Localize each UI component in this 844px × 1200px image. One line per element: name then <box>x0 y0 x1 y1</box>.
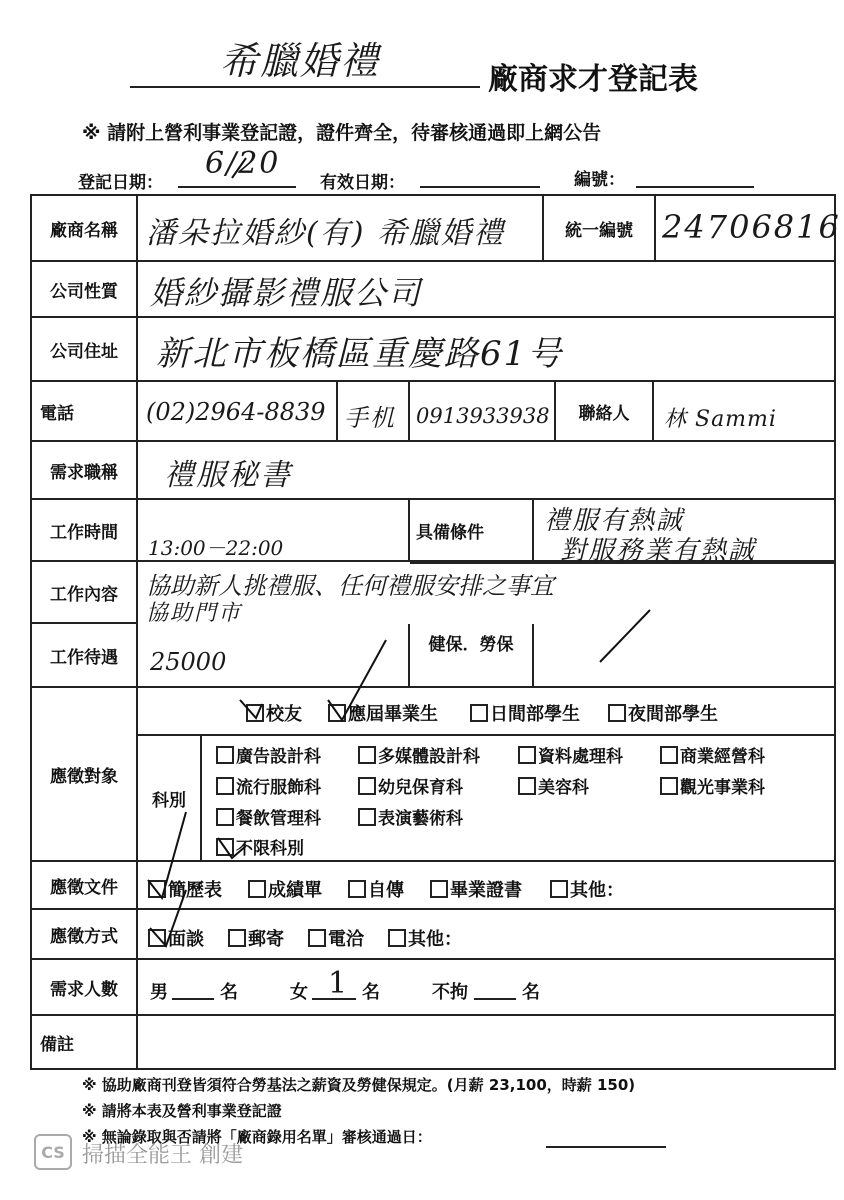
checkbox-icon <box>470 704 488 722</box>
footer-note-1: ※ 協助廠商刊登皆須符合勞基法之薪資及勞健保規定。(月薪 23,100，時薪 150) <box>82 1076 636 1094</box>
checkbox-icon <box>358 777 376 795</box>
docs-label: 應徵文件 <box>32 862 138 910</box>
checkbox-icon <box>358 746 376 764</box>
reg-date-line <box>178 186 296 188</box>
nature-label: 公司性質 <box>32 262 138 318</box>
page-title: 廠商求才登記表 <box>488 62 698 97</box>
doc-other[interactable]: 其他： <box>550 876 624 902</box>
footer-note-3: ※ 無論錄取與否請將「廠商錄用名單」審核通過日： <box>82 1128 432 1146</box>
checkbox-icon <box>358 808 376 826</box>
dept-childcare[interactable]: 幼兒保育科 <box>358 773 463 798</box>
insurance-cell <box>534 624 834 688</box>
any-line <box>474 998 516 1000</box>
remarks-label: 備註 <box>32 1016 138 1068</box>
checkbox-icon <box>228 929 246 947</box>
dept-advertising[interactable]: 廣告設計科 <box>216 742 321 767</box>
checkbox-icon <box>216 746 234 764</box>
checkbox-icon <box>148 880 166 898</box>
dept-any[interactable]: 不限科別 <box>216 834 304 859</box>
checkbox-icon <box>660 746 678 764</box>
dept-catering[interactable]: 餐飲管理科 <box>216 804 321 829</box>
checkbox-icon <box>248 880 266 898</box>
notice-text: ※ 請附上營利事業登記證，證件齊全，待審核通過即上網公告 <box>82 122 602 144</box>
watermark-text: 掃描全能王 創建 <box>82 1143 243 1168</box>
watermark-badge: CS <box>34 1134 72 1170</box>
doc-diploma[interactable]: 畢業證書 <box>430 876 522 902</box>
doc-autobiography[interactable]: 自傳 <box>348 876 404 902</box>
checkbox-icon <box>308 929 326 947</box>
headcount-cell <box>138 960 834 1016</box>
job-title-value: 禮服秘書 <box>164 458 292 493</box>
dept-beauty[interactable]: 美容科 <box>518 773 589 798</box>
dept-tourism[interactable]: 觀光事業科 <box>660 773 765 798</box>
handwritten-company: 希臘婚禮 <box>220 39 381 83</box>
dept-label: 科別 <box>138 736 202 862</box>
tax-id-label: 統一編號 <box>544 196 656 262</box>
dept-fashion[interactable]: 流行服飾科 <box>216 773 321 798</box>
row-divider <box>410 562 834 564</box>
valid-date-label: 有效日期： <box>320 173 405 193</box>
checkbox-icon <box>348 880 366 898</box>
work-time-value: 13:00－22:00 <box>148 536 284 560</box>
checkbox-icon <box>608 704 626 722</box>
reg-date-label: 登記日期： <box>78 173 163 193</box>
mobile-value: 0913933938 <box>416 404 550 428</box>
checkbox-icon <box>216 838 234 856</box>
checkbox-icon <box>550 880 568 898</box>
company-name-label: 廠商名稱 <box>32 196 138 262</box>
valid-date-line <box>420 186 540 188</box>
number-line <box>636 186 754 188</box>
contact-value: 林 Sammi <box>664 407 777 432</box>
female-unit: 名 <box>362 982 380 1003</box>
dept-business[interactable]: 商業經營科 <box>660 742 765 767</box>
dept-performing[interactable]: 表演藝術科 <box>358 804 463 829</box>
salary-label: 工作待遇 <box>32 624 138 688</box>
work-content-value-2: 協助門市 <box>146 601 243 626</box>
work-content-value-1: 協助新人挑禮服、任何禮服安排之事宜 <box>146 572 554 600</box>
footer-note-2: ※ 請將本表及營利事業登記證 <box>82 1102 282 1120</box>
doc-resume[interactable]: 簡歷表 <box>148 876 222 902</box>
applicant-type-night[interactable]: 夜間部學生 <box>608 700 718 726</box>
any-label: 不拘 <box>432 982 468 1003</box>
method-other[interactable]: 其他： <box>388 925 462 951</box>
headcount-label: 需求人數 <box>32 960 138 1016</box>
phone-label: 電話 <box>32 382 138 442</box>
male-line <box>172 998 214 1000</box>
checkbox-icon <box>518 746 536 764</box>
nature-value: 婚紗攝影禮服公司 <box>150 274 423 312</box>
checkbox-icon <box>216 808 234 826</box>
applicants-label: 應徵對象 <box>32 688 138 862</box>
male-unit: 名 <box>220 982 238 1003</box>
checkbox-icon <box>518 777 536 795</box>
male-label: 男 <box>150 982 168 1003</box>
dept-multimedia[interactable]: 多媒體設計科 <box>358 742 480 767</box>
checkbox-icon <box>148 929 166 947</box>
method-label: 應徵方式 <box>32 910 138 960</box>
requirements-label: 具備條件 <box>410 500 534 562</box>
number-label: 編號： <box>574 170 625 190</box>
checkbox-icon <box>246 704 264 722</box>
work-content-label: 工作內容 <box>32 562 138 624</box>
tax-id-value: 24706816 <box>662 208 841 246</box>
checkbox-icon <box>388 929 406 947</box>
address-value: 新北市板橋區重慶路61号 <box>156 334 564 374</box>
method-phone[interactable]: 電洽 <box>308 925 364 951</box>
requirements-value-1: 禮服有熱誠 <box>544 506 685 536</box>
contact-label: 聯絡人 <box>556 382 654 442</box>
address-label: 公司住址 <box>32 318 138 382</box>
checkbox-icon <box>430 880 448 898</box>
method-mail[interactable]: 郵寄 <box>228 925 284 951</box>
applicant-type-day[interactable]: 日間部學生 <box>470 700 580 726</box>
phone-value: (02)2964-8839 <box>146 398 326 426</box>
company-name-value: 潘朵拉婚紗(有) 希臘婚禮 <box>146 216 505 251</box>
requirements-value-2: 對服務業有熱誠 <box>560 536 757 566</box>
doc-transcript[interactable]: 成績單 <box>248 876 322 902</box>
method-interview[interactable]: 面談 <box>148 925 204 951</box>
dept-data[interactable]: 資料處理科 <box>518 742 623 767</box>
checkbox-icon <box>660 777 678 795</box>
female-label: 女 <box>290 982 308 1003</box>
insurance-label: 健保．勞保 <box>410 624 534 688</box>
mobile-label: 手机 <box>344 404 396 432</box>
checkbox-icon <box>216 777 234 795</box>
work-time-label: 工作時間 <box>32 500 138 562</box>
female-value: 1 <box>328 966 350 1001</box>
any-unit: 名 <box>522 982 540 1003</box>
reg-date-value: 6/20 <box>205 146 281 181</box>
footer-line <box>546 1146 666 1148</box>
salary-value: 25000 <box>150 648 227 676</box>
applicant-type-graduate[interactable]: 應屆畢業生 <box>328 700 438 726</box>
applicant-type-alumni[interactable]: 校友 <box>246 700 302 726</box>
job-title-label: 需求職稱 <box>32 442 138 500</box>
checkbox-icon <box>328 704 346 722</box>
